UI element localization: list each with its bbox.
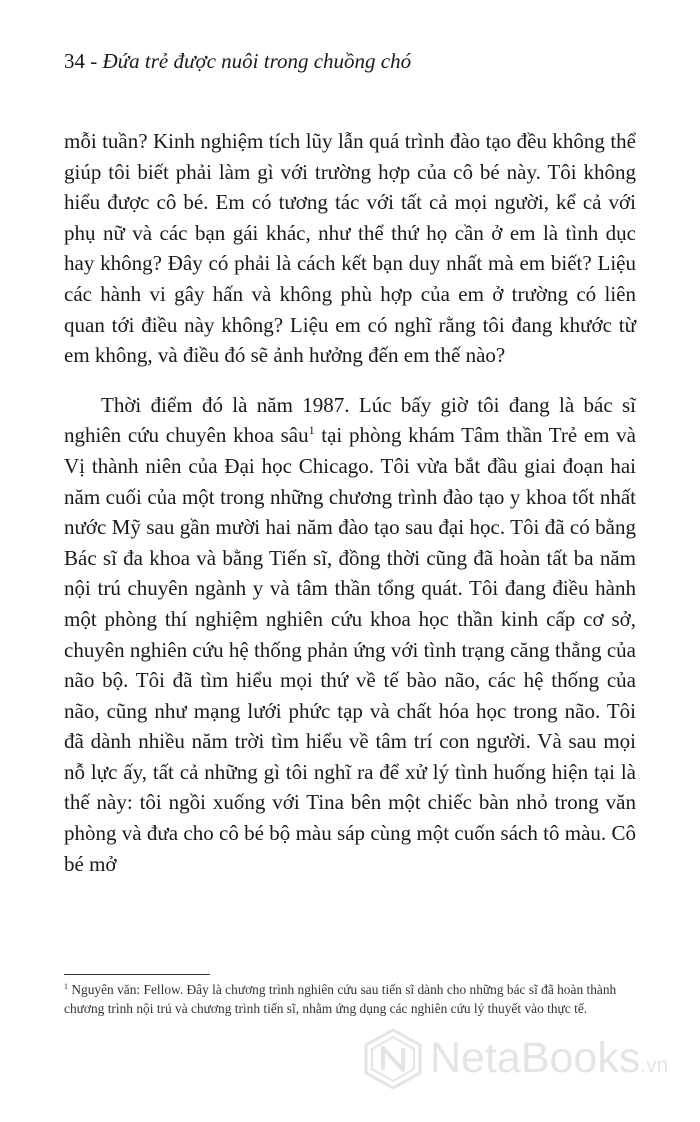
paragraph-2-start: Thời điểm đó là năm 1987. Lúc bấy giờ tôi đang là bác sĩ nghiên cứu chuyên khoa sâu [64,392,636,448]
book-title: Đứa trẻ được nuôi trong chuồng chó [102,49,412,73]
page-number: 34 [64,49,85,73]
watermark-brand: NetaBooks [430,1034,641,1082]
watermark-domain: .vn [640,1054,669,1077]
paragraph-2-rest: tại phòng khám Tâm thần Trẻ em và Vị thành niên của Đại học Chicago. Tôi vừa bắt đầu giai đoạn hai năm cuối của một trong những chương trình đào tạo y khoa tốt nhất nước Mỹ sau gần mười hai năm đào tạo sau đại học. Tôi đã có bằng Bác sĩ đa khoa và bằng Tiến sĩ, đồng thời cũng đã hoàn tất ba năm nội trú chuyên ngành y và tâm thần tổng quát. Tôi đang điều hành một phòng thí nghiệm nghiên cứu khoa học thần kinh cấp cơ sở, chuyên nghiên cứu hệ thống phản ứng với tình trạng căng thẳng của não bộ. Tôi đã tìm hiểu mọi thứ về tế bào não, các hệ thống của não, cũng như mạng lưới phức tạp và chất hóa học trong não. Tôi đã dành nhiều năm trời tìm hiểu về tâm trí con người. Và sau mọi nỗ lực ấy, tất cả những gì tôi nghĩ ra để xử lý tình huống hiện tại là thế này: tôi ngồi xuống với Tina bên một chiếc bàn nhỏ trong văn phòng và đưa cho cô bé bộ màu sáp cùng một cuốn sách tô màu. Cô bé mở [64,423,636,876]
header-separator: - [85,49,103,73]
footnote [64,981,636,1018]
body-text [64,126,636,879]
footnote-reference[interactable]: 1 [308,423,315,438]
paragraph-1: mỗi tuần? Kinh nghiệm tích lũy lẫn quá trình đào tạo đều không thể giúp tôi biết phải làm gì với trường hợp của cô bé này. Tôi không hiểu được cô bé. Em có tương tác với tất cả mọi người, kể cả với phụ nữ và các bạn gái khác, như thể thứ họ cần ở em là tình dục hay không? Đây có phải là cách kết bạn duy nhất mà em biết? Liệu các hành vi gây hấn và không phù hợp của em ở trường có liên quan tới điều này không? Liệu em có nghĩ rằng tôi đang khước từ em không, và điều đó sẽ ảnh hưởng đến em thế nào? [64,129,636,368]
paragraph-2 [64,390,636,880]
netabooks-n-logo-icon [362,1028,424,1090]
watermark-text [430,1030,668,1094]
footnote-divider [64,974,210,975]
footnote-text: Nguyên văn: Fellow. Đây là chương trình nghiên cứu sau tiến sĩ dành cho những bác sĩ đã hoàn thành chương trình nội trú và chương trình tiến sĩ, nhằm ứng dụng các nghiên cứu lý thuyết vào thực tế. [64,982,617,1016]
netabooks-watermark [362,1024,692,1094]
running-header [64,48,411,74]
footnote-mark: 1 [64,982,68,991]
